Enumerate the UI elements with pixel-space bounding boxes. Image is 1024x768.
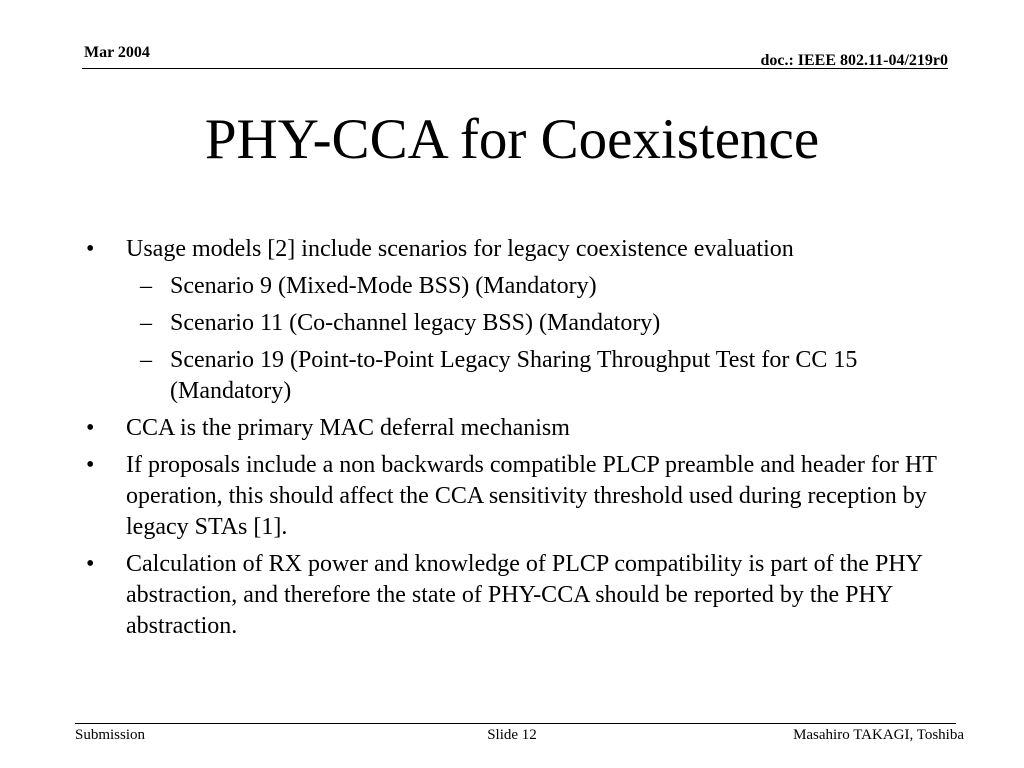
sub-bullet-text: Scenario 11 (Co-channel legacy BSS) (Mandatory) (170, 310, 661, 336)
sub-bullet-marker: – (140, 310, 152, 336)
footer-submission: Submission (75, 727, 146, 743)
bullet-item (86, 234, 946, 265)
bullet-text: CCA is the primary MAC deferral mechanism (126, 415, 570, 441)
sub-bullet-text: Scenario 9 (Mixed-Mode BSS) (Mandatory) (170, 273, 597, 299)
header-divider (82, 68, 948, 69)
header-doc-id: doc.: IEEE 802.11-04/219r0 (760, 52, 948, 69)
bullet-text: Calculation of RX power and knowledge of PLCP compatibility is part of the PHY abstraction, and therefore the state of PHY-CCA should be reported by the PHY abstraction. (126, 551, 923, 639)
sub-bullet-item (86, 308, 946, 339)
slide-body (86, 234, 946, 648)
bullet-marker: • (86, 551, 95, 577)
bullet-item (86, 450, 946, 543)
sub-bullet-text: Scenario 19 (Point-to-Point Legacy Sharing Throughput Test for CC 15 (Mandatory) (170, 347, 858, 404)
bullet-item (86, 413, 946, 444)
sub-bullet-item (86, 271, 946, 302)
slide-title: PHY-CCA for Coexistence (204, 108, 820, 171)
sub-bullet-marker: – (140, 273, 152, 299)
footer-author: Masahiro TAKAGI, Toshiba (793, 727, 964, 743)
bullet-text: Usage models [2] include scenarios for legacy coexistence evaluation (126, 236, 794, 262)
header-date: Mar 2004 (84, 44, 150, 61)
bullet-item (86, 549, 946, 642)
bullet-marker: • (86, 452, 95, 478)
footer-divider (75, 723, 956, 724)
footer-slide-number: Slide 12 (487, 727, 537, 743)
sub-bullet-marker: – (140, 347, 152, 373)
bullet-marker: • (86, 236, 95, 262)
bullet-text: If proposals include a non backwards compatible PLCP preamble and header for HT operation, this should affect the CCA sensitivity threshold used during reception by legacy STAs [1]. (126, 452, 937, 540)
sub-bullet-item (86, 345, 946, 407)
bullet-marker: • (86, 415, 95, 441)
